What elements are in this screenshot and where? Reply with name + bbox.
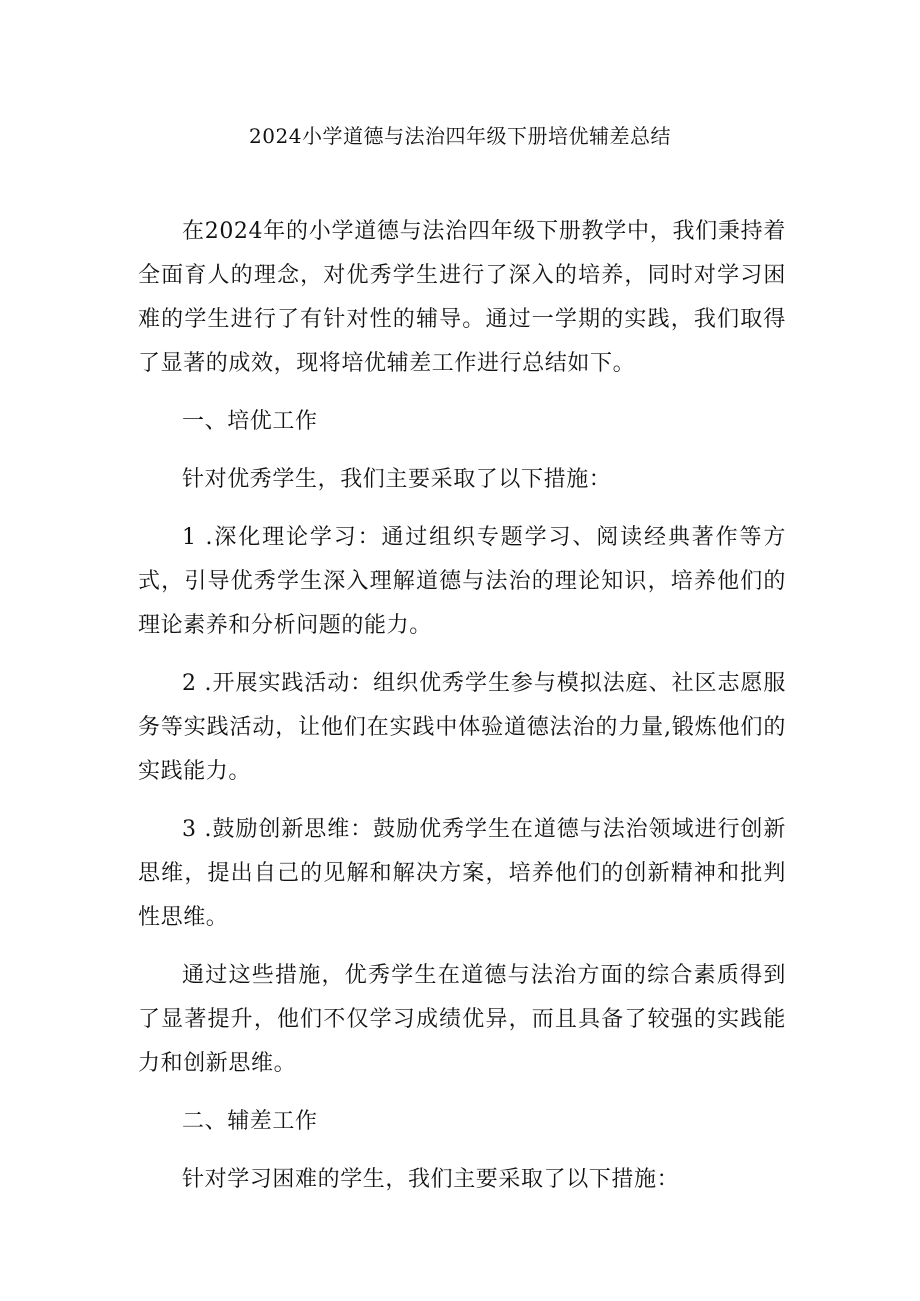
section-heading-peiyou: 一、培优工作 bbox=[182, 409, 318, 434]
peiyou-measure-3: 3 .鼓励创新思维：鼓励优秀学生在道德与法治领域进行创新思维，提出自己的见解和解决方案，培养他们的创新精神和批判性思维。 bbox=[138, 817, 786, 930]
intro-paragraph: 在2024年的小学道德与法治四年级下册教学中，我们秉持着全面育人的理念，对优秀学生进行了深入的培养，同时对学习困难的学生进行了有针对性的辅导。通过一学期的实践，我们取得了显著的成效，现将培优辅差工作进行总结如下。 bbox=[138, 219, 786, 376]
document-body bbox=[138, 210, 786, 1216]
peiyou-measure-2: 2 .开展实践活动：组织优秀学生参与模拟法庭、社区志愿服务等实践活动，让他们在实践中体验道德法治的力量,锻炼他们的实践能力。 bbox=[138, 671, 786, 784]
peiyou-lead-paragraph: 针对优秀学生，我们主要采取了以下措施： bbox=[182, 467, 612, 492]
section-heading-fucha: 二、辅差工作 bbox=[182, 1109, 318, 1134]
document-title: 2024小学道德与法治四年级下册培优辅差总结 bbox=[249, 124, 671, 148]
peiyou-summary-paragraph: 通过这些措施，优秀学生在道德与法治方面的综合素质得到了显著提升，他们不仅学习成绩优异，而且具备了较强的实践能力和创新思维。 bbox=[138, 963, 786, 1076]
peiyou-measure-1: 1 .深化理论学习：通过组织专题学习、阅读经典著作等方式，引导优秀学生深入理解道德与法治的理论知识，培养他们的理论素养和分析问题的能力。 bbox=[138, 525, 786, 638]
fucha-lead-paragraph: 针对学习困难的学生，我们主要采取了以下措施： bbox=[182, 1167, 680, 1192]
